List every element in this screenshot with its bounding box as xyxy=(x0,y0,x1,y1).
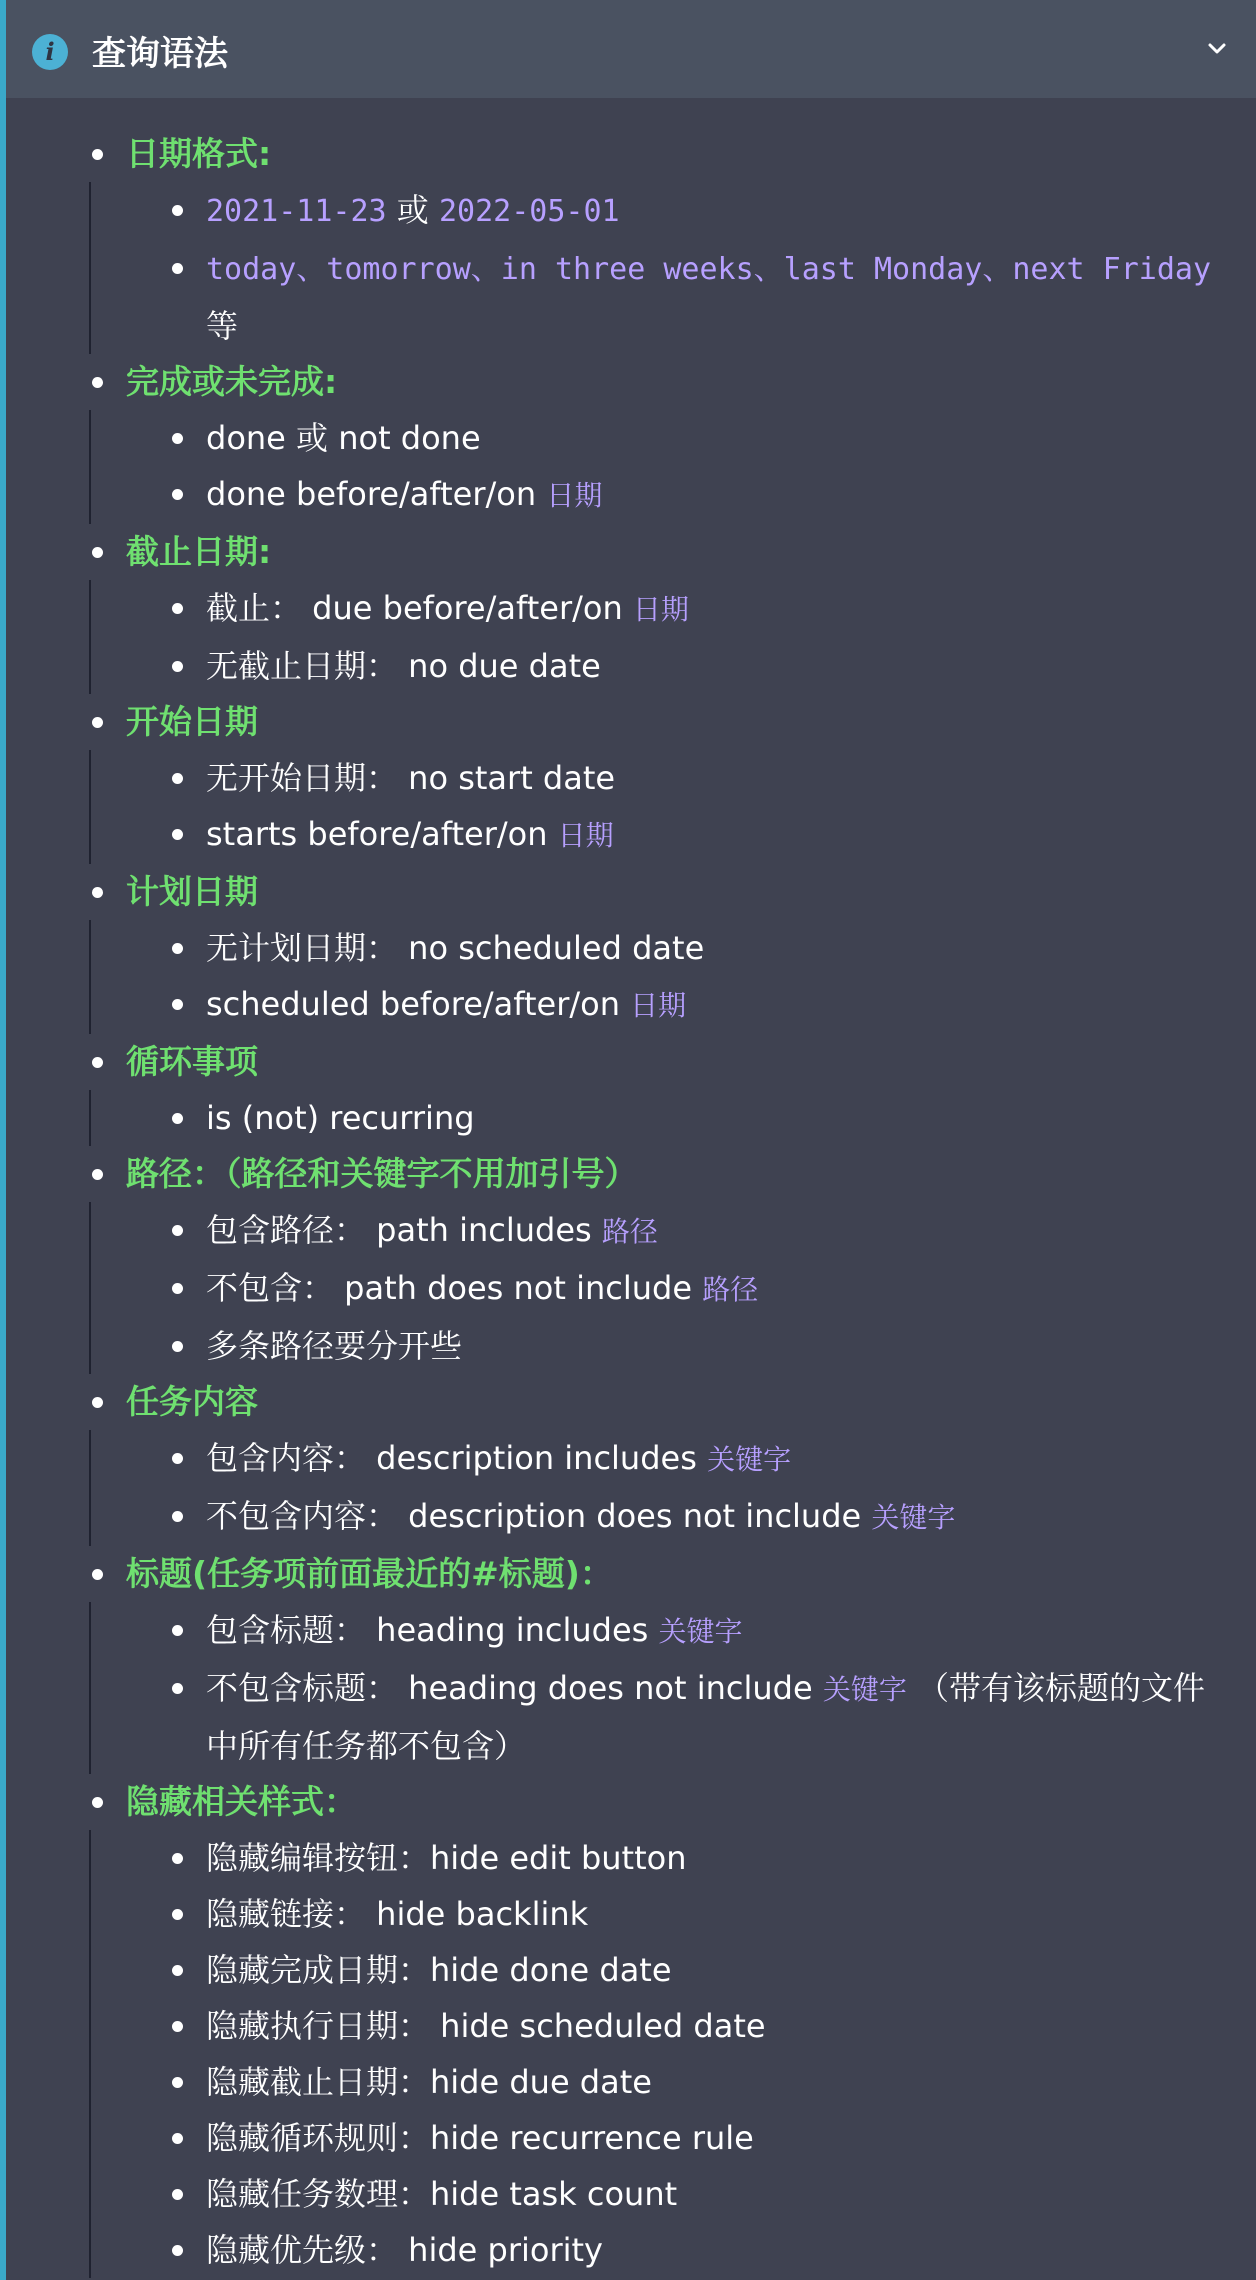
section-title: 循环事项 xyxy=(126,1042,258,1081)
keyword-span: 路径 xyxy=(601,1215,658,1248)
chevron-down-icon[interactable] xyxy=(1202,34,1232,64)
list-item xyxy=(90,2166,1256,2222)
section xyxy=(6,1546,1256,1774)
section-title: 完成或未完成: xyxy=(126,362,338,401)
bullet-icon xyxy=(92,377,103,388)
section xyxy=(6,1374,1256,1546)
bullet-icon xyxy=(172,1283,183,1294)
section xyxy=(6,1774,1256,2278)
bullet-icon xyxy=(92,1569,103,1580)
bullet-icon xyxy=(172,489,183,500)
list-item xyxy=(90,182,1256,240)
text-span: 多条路径要分开些 xyxy=(206,1327,463,1365)
bullet-icon xyxy=(92,1169,103,1180)
text-span: done before/after/on xyxy=(206,475,547,513)
text-span: 无开始日期： no start date xyxy=(206,759,616,797)
list-item xyxy=(90,1998,1256,2054)
list-item xyxy=(90,2222,1256,2278)
section-title: 截止日期: xyxy=(126,532,272,571)
list-item xyxy=(90,1488,1256,1546)
text-span: done 或 not done xyxy=(206,419,481,457)
bullet-icon xyxy=(172,2021,183,2032)
bullet-icon xyxy=(92,887,103,898)
list-item xyxy=(90,638,1256,694)
bullet-icon xyxy=(172,603,183,614)
bullet-icon xyxy=(172,661,183,672)
keyword-span: 关键字 xyxy=(871,1501,956,1534)
bullet-icon xyxy=(92,547,103,558)
bullet-icon xyxy=(172,773,183,784)
bullet-icon xyxy=(172,205,183,216)
section-items xyxy=(90,1430,1256,1546)
section-title: 计划日期 xyxy=(126,872,258,911)
text-span: 隐藏完成日期：hide done date xyxy=(206,1951,672,1989)
section-title: 任务内容 xyxy=(126,1382,258,1421)
list-item xyxy=(90,1942,1256,1998)
list-item xyxy=(90,806,1256,864)
text-span: 隐藏截止日期：hide due date xyxy=(206,2063,652,2101)
section-title: 标题(任务项前面最近的#标题)： xyxy=(126,1554,613,1593)
keyword-span: 日期 xyxy=(630,989,687,1022)
keyword-span: 关键字 xyxy=(707,1443,792,1476)
list-item xyxy=(90,1886,1256,1942)
section xyxy=(6,354,1256,524)
bullet-icon xyxy=(172,1683,183,1694)
text-span: 等 xyxy=(206,307,239,345)
list-item xyxy=(90,240,1256,354)
callout-header[interactable] xyxy=(6,0,1256,98)
bullet-icon xyxy=(172,999,183,1010)
section xyxy=(6,524,1256,694)
list-item xyxy=(90,410,1256,466)
bullet-icon xyxy=(172,1909,183,1920)
bullet-icon xyxy=(172,1453,183,1464)
keyword-span: 日期 xyxy=(546,479,603,512)
list-item xyxy=(90,466,1256,524)
bullet-icon xyxy=(172,2245,183,2256)
syntax-list xyxy=(6,98,1256,2278)
section-title: 日期格式: xyxy=(126,134,272,173)
section xyxy=(6,864,1256,1034)
bullet-icon xyxy=(172,1113,183,1124)
section xyxy=(6,126,1256,354)
bullet-icon xyxy=(92,1397,103,1408)
section-items xyxy=(90,1830,1256,2278)
section xyxy=(6,694,1256,864)
text-span: 隐藏编辑按钮：hide edit button xyxy=(206,1839,687,1877)
bullet-icon xyxy=(172,1625,183,1636)
text-span: 隐藏任务数理：hide task count xyxy=(206,2175,678,2213)
info-icon: i xyxy=(32,34,68,70)
bullet-icon xyxy=(172,263,183,274)
keyword-span: 路径 xyxy=(702,1273,759,1306)
section-items xyxy=(90,1202,1256,1374)
list-item xyxy=(90,580,1256,638)
code-span: 2021-11-23 xyxy=(206,194,387,229)
section-title: 路径：（路径和关键字不用加引号） xyxy=(126,1154,638,1193)
bullet-icon xyxy=(92,1797,103,1808)
section-items xyxy=(90,920,1256,1034)
section xyxy=(6,1146,1256,1374)
text-span: is (not) recurring xyxy=(206,1099,475,1137)
bullet-icon xyxy=(172,1511,183,1522)
section-items xyxy=(90,1090,1256,1146)
bullet-icon xyxy=(172,2133,183,2144)
list-item xyxy=(90,2110,1256,2166)
section-title: 隐藏相关样式： xyxy=(126,1782,357,1821)
text-span: 无截止日期： no due date xyxy=(206,647,601,685)
keyword-span: 关键字 xyxy=(658,1615,743,1648)
section xyxy=(6,1034,1256,1146)
keyword-span: 日期 xyxy=(557,819,614,852)
list-item xyxy=(90,976,1256,1034)
list-item xyxy=(90,2054,1256,2110)
section-title: 开始日期 xyxy=(126,702,258,741)
code-span: today、tomorrow、in three weeks、last Monday、next Friday xyxy=(206,252,1212,287)
text-span: 隐藏循环规则：hide recurrence rule xyxy=(206,2119,754,2157)
bullet-icon xyxy=(172,943,183,954)
text-span: 不包含标题： heading does not include xyxy=(206,1669,823,1707)
bullet-icon xyxy=(172,1341,183,1352)
callout-title: 查询语法 xyxy=(92,34,228,74)
text-span: 包含路径： path includes xyxy=(206,1211,602,1249)
text-span: 隐藏优先级： hide priority xyxy=(206,2231,603,2269)
text-span: 或 xyxy=(386,191,439,229)
section-items xyxy=(90,580,1256,694)
bullet-icon xyxy=(92,1057,103,1068)
list-item xyxy=(90,1260,1256,1318)
bullet-icon xyxy=(172,2189,183,2200)
text-span: 隐藏链接： hide backlink xyxy=(206,1895,589,1933)
keyword-span: 关键字 xyxy=(822,1673,907,1706)
list-item xyxy=(90,1318,1256,1374)
bullet-icon xyxy=(172,433,183,444)
text-span: starts before/after/on xyxy=(206,815,558,853)
section-items xyxy=(90,410,1256,524)
section-items xyxy=(90,1602,1256,1774)
bullet-icon xyxy=(172,829,183,840)
bullet-icon xyxy=(92,717,103,728)
text-span: 不包含内容： description does not include xyxy=(206,1497,872,1535)
text-span: 包含内容： description includes xyxy=(206,1439,708,1477)
text-span: scheduled before/after/on xyxy=(206,985,631,1023)
list-item xyxy=(90,1830,1256,1886)
text-span: （带有该标题的文件中所有任务都不包含） xyxy=(206,1669,1206,1765)
section-items xyxy=(90,750,1256,864)
bullet-icon xyxy=(92,149,103,160)
text-span: 无计划日期： no scheduled date xyxy=(206,929,705,967)
bullet-icon xyxy=(172,1965,183,1976)
section-items xyxy=(90,182,1256,354)
list-item xyxy=(90,1090,1256,1146)
list-item xyxy=(90,750,1256,806)
callout-content xyxy=(6,98,1256,2278)
list-item xyxy=(90,1430,1256,1488)
text-span: 截止： due before/after/on xyxy=(206,589,633,627)
text-span: 不包含： path does not include xyxy=(206,1269,703,1307)
bullet-icon xyxy=(172,1225,183,1236)
list-item xyxy=(90,1602,1256,1660)
text-span: 隐藏执行日期： hide scheduled date xyxy=(206,2007,766,2045)
text-span: 包含标题： heading includes xyxy=(206,1611,659,1649)
bullet-icon xyxy=(172,1853,183,1864)
bullet-icon xyxy=(172,2077,183,2088)
list-item xyxy=(90,1660,1256,1774)
code-span: 2022-05-01 xyxy=(438,194,620,229)
keyword-span: 日期 xyxy=(632,593,689,626)
list-item xyxy=(90,1202,1256,1260)
list-item xyxy=(90,920,1256,976)
